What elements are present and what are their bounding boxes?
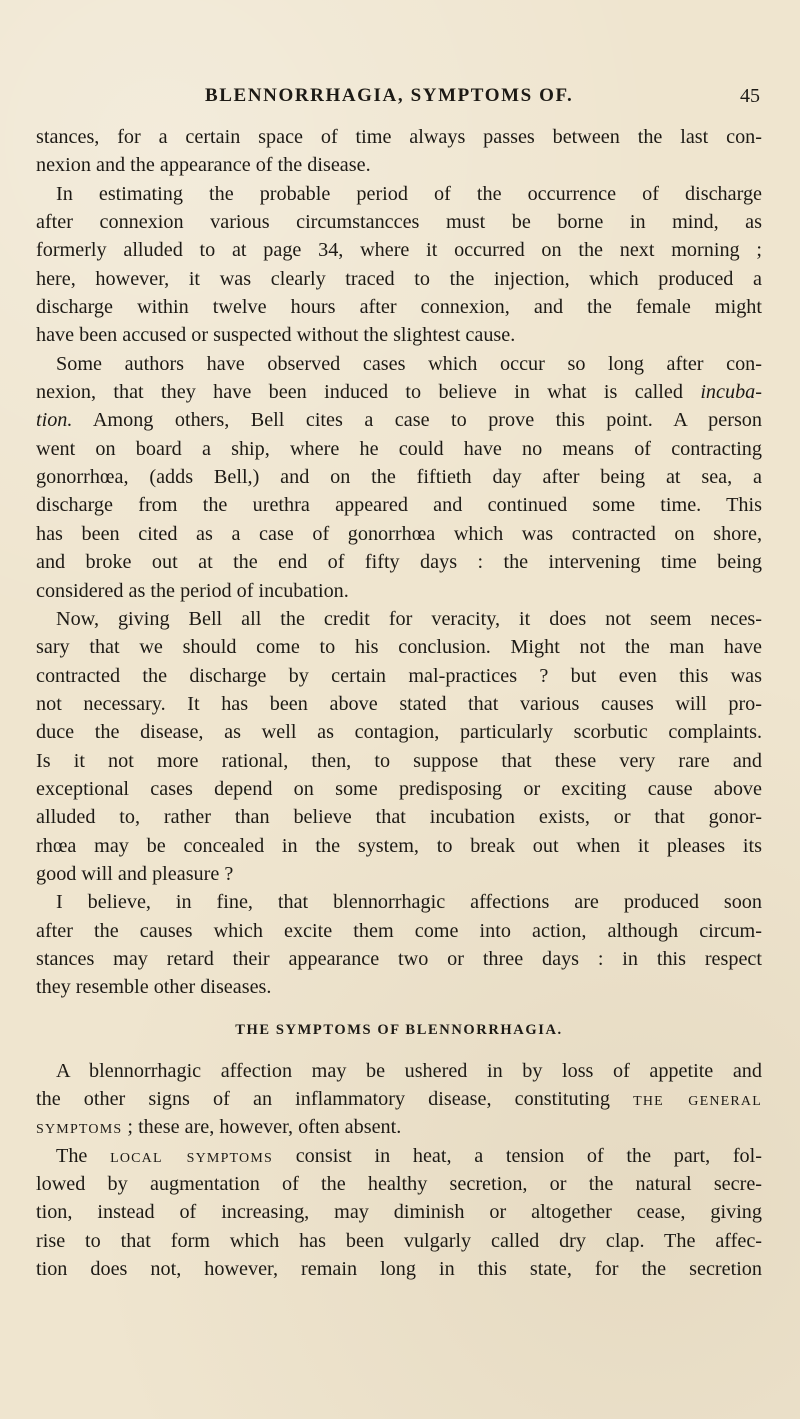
text-line: Is it not more rational, then, to suppose that these very rare and — [36, 749, 762, 772]
text-line: here, however, it was clearly traced to the injection, which produced a — [36, 267, 762, 290]
text-line: have been accused or suspected without the slightest cause. — [36, 324, 516, 347]
text-line — [36, 1085, 762, 1113]
running-title: BLENNORRHAGIA, SYMPTOMS OF. — [205, 85, 574, 106]
text-line — [36, 1113, 762, 1141]
text-line: formerly alluded to at page 34, where it occurred on the next morning ; — [36, 239, 762, 262]
text-line: stances, for a certain space of time always passes between the last con- — [36, 126, 762, 148]
text-line: Now, giving Bell all the credit for veracity, it does not seem neces- — [56, 607, 762, 630]
text-line: contracted the discharge by certain mal-practices ? but even this was — [36, 664, 762, 687]
text-line: duce the disease, as well as contagion, particularly scorbutic complaints. — [36, 721, 762, 744]
text-line: discharge from the urethra appeared and continued some time. This — [36, 494, 762, 517]
text-line: nexion and the appearance of the disease. — [36, 154, 371, 177]
text-line: lowed by augmentation of the healthy secretion, or the natural secre- — [36, 1173, 762, 1196]
section-heading: THE SYMPTOMS OF BLENNORRHAGIA. — [235, 1021, 563, 1038]
text-run: nexion, that they have been induced to believe in what is called — [36, 381, 701, 404]
text-line: I believe, in fine, that blennorrhagic affections are produced soon — [56, 891, 762, 914]
text-line: sary that we should come to his conclusion. Might not the man have — [36, 636, 762, 659]
text-run: consist in heat, a tension of the part, fol- — [273, 1144, 762, 1167]
text-line: has been cited as a case of gonorrhœa which was contracted on shore, — [36, 522, 762, 545]
text-line: stances may retard their appearance two or three days : in this respect — [36, 947, 762, 970]
text-line: and broke out at the end of fifty days : the intervening time being — [36, 551, 762, 574]
small-caps-local: local symptoms — [110, 1144, 274, 1167]
text-line: went on board a ship, where he could have no means of contracting — [36, 437, 762, 460]
text-line: discharge within twelve hours after connexion, and the female might — [36, 296, 762, 319]
text-line: rhœa may be concealed in the system, to break out when it pleases its — [36, 834, 762, 857]
text-line: after connexion various circumstancces must be borne in mind, as — [36, 211, 762, 234]
text-line: tion, instead of increasing, may diminish or altogether cease, giving — [36, 1201, 762, 1224]
text-line: alluded to, rather than believe that incubation exists, or that gonor- — [36, 806, 762, 829]
text-line: tion does not, however, remain long in this state, for the secretion — [36, 1258, 762, 1281]
text-line: A blennorrhagic affection may be ushered in by loss of appetite and — [56, 1059, 762, 1082]
page-header — [205, 85, 760, 109]
small-caps-general-start: the general — [633, 1088, 762, 1110]
text-line — [36, 1142, 762, 1170]
italic-term-incubation-start: incuba- — [700, 381, 762, 404]
text-line: rise to that form which has been vulgarly called dry clap. The affec- — [36, 1229, 762, 1252]
text-line: In estimating the probable period of the occurrence of discharge — [56, 182, 762, 205]
text-run: Among others, Bell cites a case to prove this point. A person — [72, 409, 762, 432]
text-line: Some authors have observed cases which occur so long after con- — [56, 352, 762, 375]
text-line: good will and pleasure ? — [36, 862, 234, 885]
text-line: not necessary. It has been above stated that various causes will pro- — [36, 692, 762, 715]
text-line — [36, 378, 762, 406]
text-run: ; these are, however, often absent. — [122, 1116, 402, 1139]
text-line — [36, 406, 762, 434]
text-run: the other signs of an inflammatory disease, constituting — [36, 1088, 634, 1110]
italic-term-incubation-end: tion. — [36, 409, 73, 432]
text-line: they resemble other diseases. — [36, 976, 272, 999]
small-caps-general-end: symptoms — [36, 1116, 123, 1139]
text-line: exceptional cases depend on some predisposing or exciting cause above — [36, 777, 762, 800]
body-text — [36, 123, 762, 1283]
text-line: gonorrhœa, (adds Bell,) and on the fiftieth day after being at sea, a — [36, 466, 762, 489]
text-line: after the causes which excite them come into action, although circum- — [36, 919, 762, 942]
text-line: considered as the period of incubation. — [36, 579, 349, 602]
page-number: 45 — [740, 85, 760, 107]
text-run: The — [56, 1144, 111, 1167]
